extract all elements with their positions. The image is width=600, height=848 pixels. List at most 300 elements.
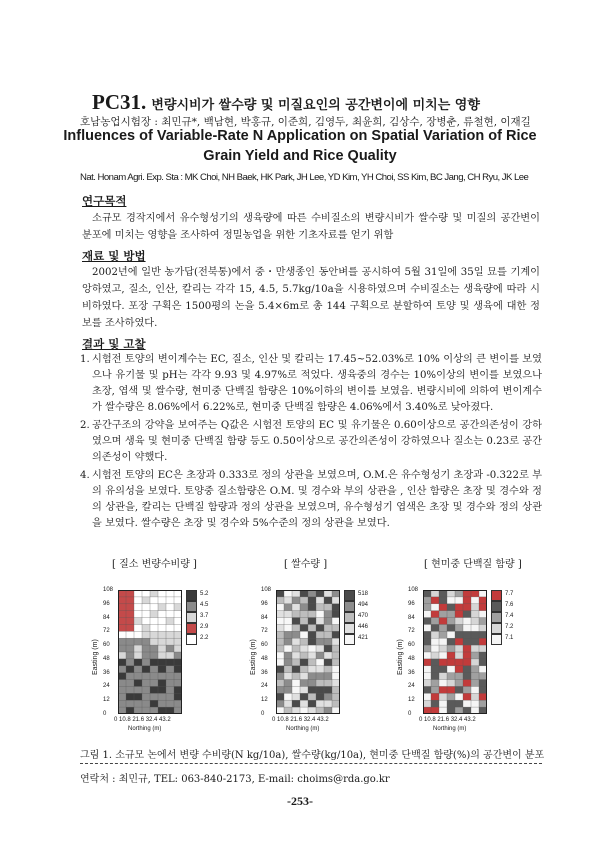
item-text: 시험전 토양의 EC은 초장과 0.333로 정의 상관을 보였으며, O.M.은 유수형성기 초장과 -0.322로 부의 유의성을 보였다. 토양중 질소함량은 O.M. 및 경수와 부의 상관을 , 인산 함량은 초장 및 경수와 정의 상관을, 칼리는 단백질 함량과 정의 상관을 보였으며, 유수형성기 엽색은 초장 및 경수와 정의 상관을 보였다. 쌀수량은 초장 및 경수와 5%수준의 정의 상관을 보였다. — [92, 470, 542, 529]
map-cell — [300, 597, 308, 604]
map-cell — [150, 686, 158, 693]
map-cell — [142, 590, 150, 597]
map-cell — [150, 659, 158, 666]
map-cell — [126, 604, 134, 611]
map-cell — [174, 631, 182, 638]
map-cell — [284, 666, 292, 673]
map-cell — [463, 631, 471, 638]
map-cell — [316, 673, 324, 680]
map-cell — [118, 680, 126, 687]
abstract-code: PC31. — [92, 90, 147, 114]
y-tick-label: 60 — [261, 642, 268, 649]
map-cell — [284, 680, 292, 687]
map-cell — [292, 611, 300, 618]
map-cell — [174, 597, 182, 604]
map-cell — [126, 631, 134, 638]
map-cell — [158, 604, 166, 611]
map-cell — [471, 707, 479, 714]
map-cell — [324, 618, 332, 625]
map-cell — [431, 611, 439, 618]
map-cell — [292, 680, 300, 687]
map-cell — [316, 686, 324, 693]
map-cell — [455, 686, 463, 693]
map-cell — [431, 673, 439, 680]
map-cell — [276, 618, 284, 625]
y-tick-label: 72 — [261, 628, 268, 635]
map-cell — [455, 624, 463, 631]
map-cell — [118, 659, 126, 666]
map-cell — [439, 631, 447, 638]
map-cell — [455, 638, 463, 645]
map-cell — [134, 604, 142, 611]
methods-heading: 재료 및 방법 — [82, 249, 146, 263]
map-cell — [174, 673, 182, 680]
map-cell — [158, 597, 166, 604]
map-cell — [158, 680, 166, 687]
map-cell — [431, 693, 439, 700]
map-cell — [324, 624, 332, 631]
map-cell — [142, 604, 150, 611]
map-cell — [158, 666, 166, 673]
map-cell — [479, 707, 487, 714]
map-cell — [134, 631, 142, 638]
map-cell — [150, 624, 158, 631]
item-number: 1. — [80, 354, 90, 365]
english-title-line2: Grain Yield and Rice Quality — [203, 148, 397, 164]
x-tick-labels: 0 10.8 21.6 32.4 43.2 — [114, 717, 171, 723]
map-cell — [142, 624, 150, 631]
results-list — [80, 352, 542, 534]
y-tick-label: 108 — [103, 587, 114, 593]
map-cell — [142, 631, 150, 638]
map-cell — [439, 666, 447, 673]
legend-swatch — [344, 590, 355, 601]
x-axis-title: Northing (m) — [128, 726, 162, 732]
map-cell — [134, 673, 142, 680]
map-cell — [166, 652, 174, 659]
map-cell — [276, 673, 284, 680]
map-cell — [431, 604, 439, 611]
map-cell — [463, 597, 471, 604]
panel-label: [ 현미중 단백질 함량 ] — [424, 559, 522, 570]
legend-value: 7.4 — [505, 613, 514, 619]
y-tick-label: 108 — [261, 587, 272, 593]
map-cell — [308, 597, 316, 604]
map-cell — [134, 618, 142, 625]
map-cell — [166, 659, 174, 666]
map-cell — [471, 693, 479, 700]
map-cell — [142, 693, 150, 700]
item-number: 2. — [80, 420, 90, 431]
map-cell — [118, 686, 126, 693]
list-item — [80, 352, 542, 416]
y-tick-label: 12 — [261, 697, 268, 704]
y-tick-label: 48 — [261, 655, 268, 662]
map-cell — [174, 693, 182, 700]
map-cell — [284, 590, 292, 597]
map-cell — [292, 693, 300, 700]
map-cell — [324, 631, 332, 638]
map-cell — [142, 686, 150, 693]
map-cell — [284, 604, 292, 611]
map-cell — [126, 611, 134, 618]
map-cell — [308, 700, 316, 707]
map-cell — [134, 686, 142, 693]
legend-swatch — [491, 601, 502, 612]
map-cell — [471, 680, 479, 687]
map-cell — [463, 590, 471, 597]
map-cell — [308, 673, 316, 680]
map-cell — [292, 590, 300, 597]
map-cell — [118, 624, 126, 631]
map-cell — [324, 693, 332, 700]
map-cell — [316, 618, 324, 625]
map-cell — [332, 686, 340, 693]
map-cell — [300, 707, 308, 714]
map-cell — [431, 597, 439, 604]
map-cell — [455, 652, 463, 659]
map-cell — [324, 707, 332, 714]
map-cell — [166, 686, 174, 693]
map-cell — [150, 618, 158, 625]
legend-swatch — [491, 590, 502, 601]
map-cell — [423, 604, 431, 611]
map-cell — [463, 673, 471, 680]
map-cell — [300, 673, 308, 680]
map-cell — [174, 666, 182, 673]
x-tick-labels: 0 10.8 21.6 32.4 43.2 — [419, 717, 476, 723]
map-cell — [447, 645, 455, 652]
map-cell — [276, 707, 284, 714]
map-cell — [126, 680, 134, 687]
map-cell — [479, 597, 487, 604]
y-tick-label: 0 — [408, 711, 412, 717]
map-cell — [276, 652, 284, 659]
map-cell — [439, 638, 447, 645]
map-cell — [439, 700, 447, 707]
map-cell — [455, 680, 463, 687]
map-cell — [423, 624, 431, 631]
map-cell — [276, 590, 284, 597]
map-cell — [300, 638, 308, 645]
map-cell — [292, 700, 300, 707]
legend-swatch — [344, 601, 355, 612]
footer-divider — [80, 763, 542, 764]
map-cell — [166, 590, 174, 597]
map-cell — [471, 700, 479, 707]
map-cell — [126, 707, 134, 714]
map-cell — [158, 611, 166, 618]
map-cell — [324, 666, 332, 673]
map-cell — [332, 666, 340, 673]
map-cell — [463, 638, 471, 645]
map-cell — [142, 597, 150, 604]
map-cell — [150, 693, 158, 700]
map-cell — [158, 673, 166, 680]
map-cell — [308, 590, 316, 597]
map-cell — [292, 659, 300, 666]
map-cell — [463, 624, 471, 631]
legend-swatch — [186, 590, 197, 601]
map-cell — [150, 673, 158, 680]
map-cell — [276, 693, 284, 700]
map-cell — [284, 631, 292, 638]
map-cell — [463, 686, 471, 693]
map-cell — [479, 652, 487, 659]
map-cell — [308, 618, 316, 625]
map-cell — [447, 693, 455, 700]
map-cell — [447, 673, 455, 680]
y-tick-label: 48 — [103, 655, 110, 662]
map-cell — [284, 597, 292, 604]
map-cell — [423, 652, 431, 659]
legend-swatch — [491, 634, 502, 645]
y-tick-label: 96 — [261, 600, 268, 607]
map-cell — [316, 707, 324, 714]
y-tick-label: 24 — [103, 683, 110, 690]
legend-value: 7.6 — [505, 602, 514, 608]
list-item — [80, 468, 542, 532]
legend-swatch — [491, 612, 502, 623]
map-cell — [439, 611, 447, 618]
legend-swatch — [186, 601, 197, 612]
y-tick-label: 72 — [408, 628, 415, 635]
map-cell — [471, 590, 479, 597]
map-cell — [423, 611, 431, 618]
map-cell — [150, 652, 158, 659]
map-cell — [316, 700, 324, 707]
y-tick-label: 96 — [408, 600, 415, 607]
legend-value: 470 — [358, 613, 369, 619]
map-cell — [174, 707, 182, 714]
map-cell — [150, 611, 158, 618]
map-cell — [455, 597, 463, 604]
map-cell — [431, 624, 439, 631]
map-cell — [284, 673, 292, 680]
map-cell — [118, 707, 126, 714]
map-cell — [134, 659, 142, 666]
map-cell — [455, 604, 463, 611]
y-tick-label: 84 — [261, 614, 268, 621]
map-cell — [118, 638, 126, 645]
map-cell — [126, 618, 134, 625]
map-cell — [142, 673, 150, 680]
map-cell — [292, 645, 300, 652]
map-cell — [118, 700, 126, 707]
map-cell — [316, 604, 324, 611]
map-cell — [300, 604, 308, 611]
map-cell — [284, 618, 292, 625]
map-cell — [479, 659, 487, 666]
map-cell — [324, 673, 332, 680]
map-cell — [174, 659, 182, 666]
map-cell — [174, 611, 182, 618]
map-cell — [471, 645, 479, 652]
map-cell — [284, 652, 292, 659]
map-cell — [455, 673, 463, 680]
legend-swatch — [344, 623, 355, 634]
map-cell — [166, 707, 174, 714]
map-cell — [166, 618, 174, 625]
map-cell — [423, 707, 431, 714]
map-cell — [447, 707, 455, 714]
map-cell — [479, 645, 487, 652]
map-cell — [126, 645, 134, 652]
map-cell — [455, 618, 463, 625]
methods-text: 2002년에 일반 농가답(전북통)에서 중・만생종인 동안벼를 공시하여 5월 31일에 35일 묘를 기계이앙하였고, 질소, 인산, 칼리는 각각 15, 4.5, 5.7kg/10a을 시용하였으며 수비질소는 생육량에 따라 시비하였다. 포장 구획은 1500평의 논을 5.4×6m로 총 144 구획으로 분할하여 토양 및 생육에 대한 정보를 조사하였다. — [82, 267, 540, 329]
map-cell — [332, 611, 340, 618]
map-cell — [166, 604, 174, 611]
map-cell — [276, 604, 284, 611]
figure-caption: 그림 1. 소규모 논에서 변량 수비량(N kg/10a), 쌀수량(kg/10a), 현미중 단백질 함량(%)의 공간변이 분포 — [80, 750, 545, 761]
map-cell — [471, 597, 479, 604]
map-cell — [292, 638, 300, 645]
map-cell — [158, 659, 166, 666]
map-cell — [332, 604, 340, 611]
map-cell — [324, 686, 332, 693]
map-cell — [308, 631, 316, 638]
map-cell — [118, 590, 126, 597]
x-axis-title: Northing (m) — [286, 726, 320, 732]
map-cell — [439, 693, 447, 700]
map-cell — [158, 590, 166, 597]
map-cell — [447, 604, 455, 611]
map-cell — [284, 645, 292, 652]
y-tick-label: 72 — [103, 628, 110, 635]
map-cell — [479, 693, 487, 700]
map-cell — [300, 624, 308, 631]
map-cell — [431, 631, 439, 638]
contact-info: 연락처 : 최민규, TEL: 063-840-2173, E-mail: choims@rda.go.kr — [80, 774, 390, 785]
map-cell — [423, 700, 431, 707]
map-cell — [447, 680, 455, 687]
map-cell — [150, 590, 158, 597]
map-cell — [479, 700, 487, 707]
map-cell — [447, 652, 455, 659]
map-cell — [423, 597, 431, 604]
y-tick-label: 60 — [408, 642, 415, 649]
map-cell — [284, 624, 292, 631]
map-cell — [479, 631, 487, 638]
map-cell — [118, 604, 126, 611]
map-cell — [292, 673, 300, 680]
map-legend — [186, 590, 209, 645]
map-cell — [276, 638, 284, 645]
map-cell — [439, 645, 447, 652]
map-cell — [308, 707, 316, 714]
y-tick-label: 48 — [408, 655, 415, 662]
map-cell — [134, 693, 142, 700]
map-cell — [455, 666, 463, 673]
map-cell — [423, 673, 431, 680]
map-cell — [463, 707, 471, 714]
map-cell — [324, 590, 332, 597]
map-cell — [455, 700, 463, 707]
map-cell — [423, 645, 431, 652]
map-cell — [308, 624, 316, 631]
map-cell — [150, 638, 158, 645]
legend-value: 2.2 — [200, 635, 209, 641]
map-cell — [308, 611, 316, 618]
map-cell — [142, 645, 150, 652]
legend-swatch — [344, 612, 355, 623]
map-cell — [300, 631, 308, 638]
map-cell — [300, 680, 308, 687]
map-cell — [292, 624, 300, 631]
x-tick-labels: 0 10.8 21.6 32.4 43.2 — [272, 717, 329, 723]
map-cell — [300, 659, 308, 666]
map-cell — [455, 645, 463, 652]
map-cell — [431, 618, 439, 625]
map-cell — [324, 597, 332, 604]
map-cell — [308, 652, 316, 659]
map-cell — [439, 680, 447, 687]
map-cell — [300, 666, 308, 673]
map-cell — [316, 680, 324, 687]
map-cell — [126, 597, 134, 604]
map-cell — [158, 618, 166, 625]
map-cell — [423, 686, 431, 693]
map-cell — [284, 700, 292, 707]
map-cell — [142, 666, 150, 673]
map-cell — [431, 652, 439, 659]
korean-title: 변량시비가 쌀수량 및 미질요인의 공간변이에 미치는 영향 — [151, 98, 480, 113]
map-cell — [423, 590, 431, 597]
map-cell — [118, 618, 126, 625]
map-cell — [439, 604, 447, 611]
y-tick-label: 60 — [103, 642, 110, 649]
map-cell — [118, 631, 126, 638]
map-cell — [463, 700, 471, 707]
map-cell — [118, 673, 126, 680]
map-cell — [463, 611, 471, 618]
map-cell — [158, 645, 166, 652]
map-cell — [166, 631, 174, 638]
map-cell — [332, 707, 340, 714]
map-cell — [471, 686, 479, 693]
map-cell — [158, 707, 166, 714]
legend-value: 7.1 — [505, 635, 514, 641]
map-cell — [118, 597, 126, 604]
map-cell — [463, 604, 471, 611]
map-cell — [150, 631, 158, 638]
map-cell — [300, 652, 308, 659]
map-cell — [431, 686, 439, 693]
map-cell — [166, 645, 174, 652]
map-cell — [479, 624, 487, 631]
map-cell — [332, 680, 340, 687]
legend-swatch — [344, 634, 355, 645]
map-cell — [431, 659, 439, 666]
map-cell — [316, 624, 324, 631]
map-cell — [158, 693, 166, 700]
map-cell — [276, 700, 284, 707]
map-cell — [332, 618, 340, 625]
map-cell — [447, 597, 455, 604]
map-cell — [479, 680, 487, 687]
map-cell — [431, 707, 439, 714]
map-cell — [174, 645, 182, 652]
map-cell — [284, 638, 292, 645]
map-cell — [292, 631, 300, 638]
map-cell — [134, 707, 142, 714]
map-cell — [463, 618, 471, 625]
map-cell — [324, 638, 332, 645]
map-cell — [471, 624, 479, 631]
map-cell — [332, 673, 340, 680]
map-cell — [455, 631, 463, 638]
map-cell — [471, 638, 479, 645]
